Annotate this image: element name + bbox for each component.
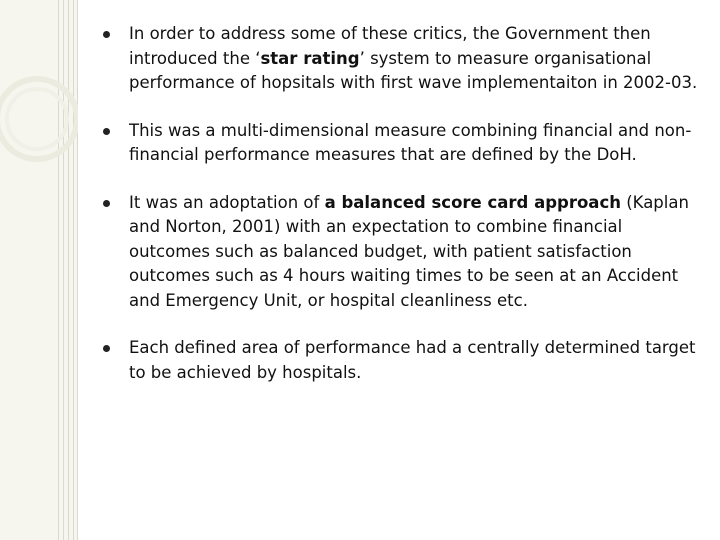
decorative-ring bbox=[5, 87, 69, 151]
bullet-text: In order to address some of these critics, the Government then introduced the ‘ bbox=[129, 24, 651, 68]
bullet-item bbox=[103, 336, 703, 385]
bullet-text: (Kaplan and Norton, 2001) with an expectation to combine financial outcomes such as balanced budget, with patient satisfaction outcomes such as 4 hours waiting times to be seen at an Accident and Emergency Unit, or hospital cleanliness etc. bbox=[129, 192, 689, 310]
bullet-item bbox=[103, 119, 703, 168]
bullet-dot-icon bbox=[103, 200, 110, 207]
bullet-text-bold: star rating bbox=[260, 48, 360, 68]
decorative-stripe bbox=[73, 0, 74, 540]
decorative-stripe bbox=[77, 0, 78, 540]
bullet-dot-icon bbox=[103, 31, 110, 38]
bullet-text: This was a multi-dimensional measure combining financial and non-financial performance measures that are defined by the DoH. bbox=[129, 120, 692, 164]
bullet-item bbox=[103, 191, 703, 314]
bullet-text: Each defined area of performance had a centrally determined target to be achieved by hospitals. bbox=[129, 338, 696, 382]
bullet-item bbox=[103, 22, 703, 96]
bullet-text: It was an adoptation of bbox=[129, 192, 325, 212]
bullet-text: ’ system to measure organisational performance of hopsitals with first wave implementaiton in 2002-03. bbox=[129, 48, 698, 92]
bullet-text-bold: a balanced score card approach bbox=[324, 192, 621, 212]
bullet-dot-icon bbox=[103, 345, 110, 352]
decorative-left-band bbox=[0, 0, 78, 540]
slide-content bbox=[103, 22, 703, 385]
bullet-dot-icon bbox=[103, 128, 110, 135]
decorative-stripe bbox=[68, 0, 69, 540]
decorative-stripe bbox=[63, 0, 64, 540]
